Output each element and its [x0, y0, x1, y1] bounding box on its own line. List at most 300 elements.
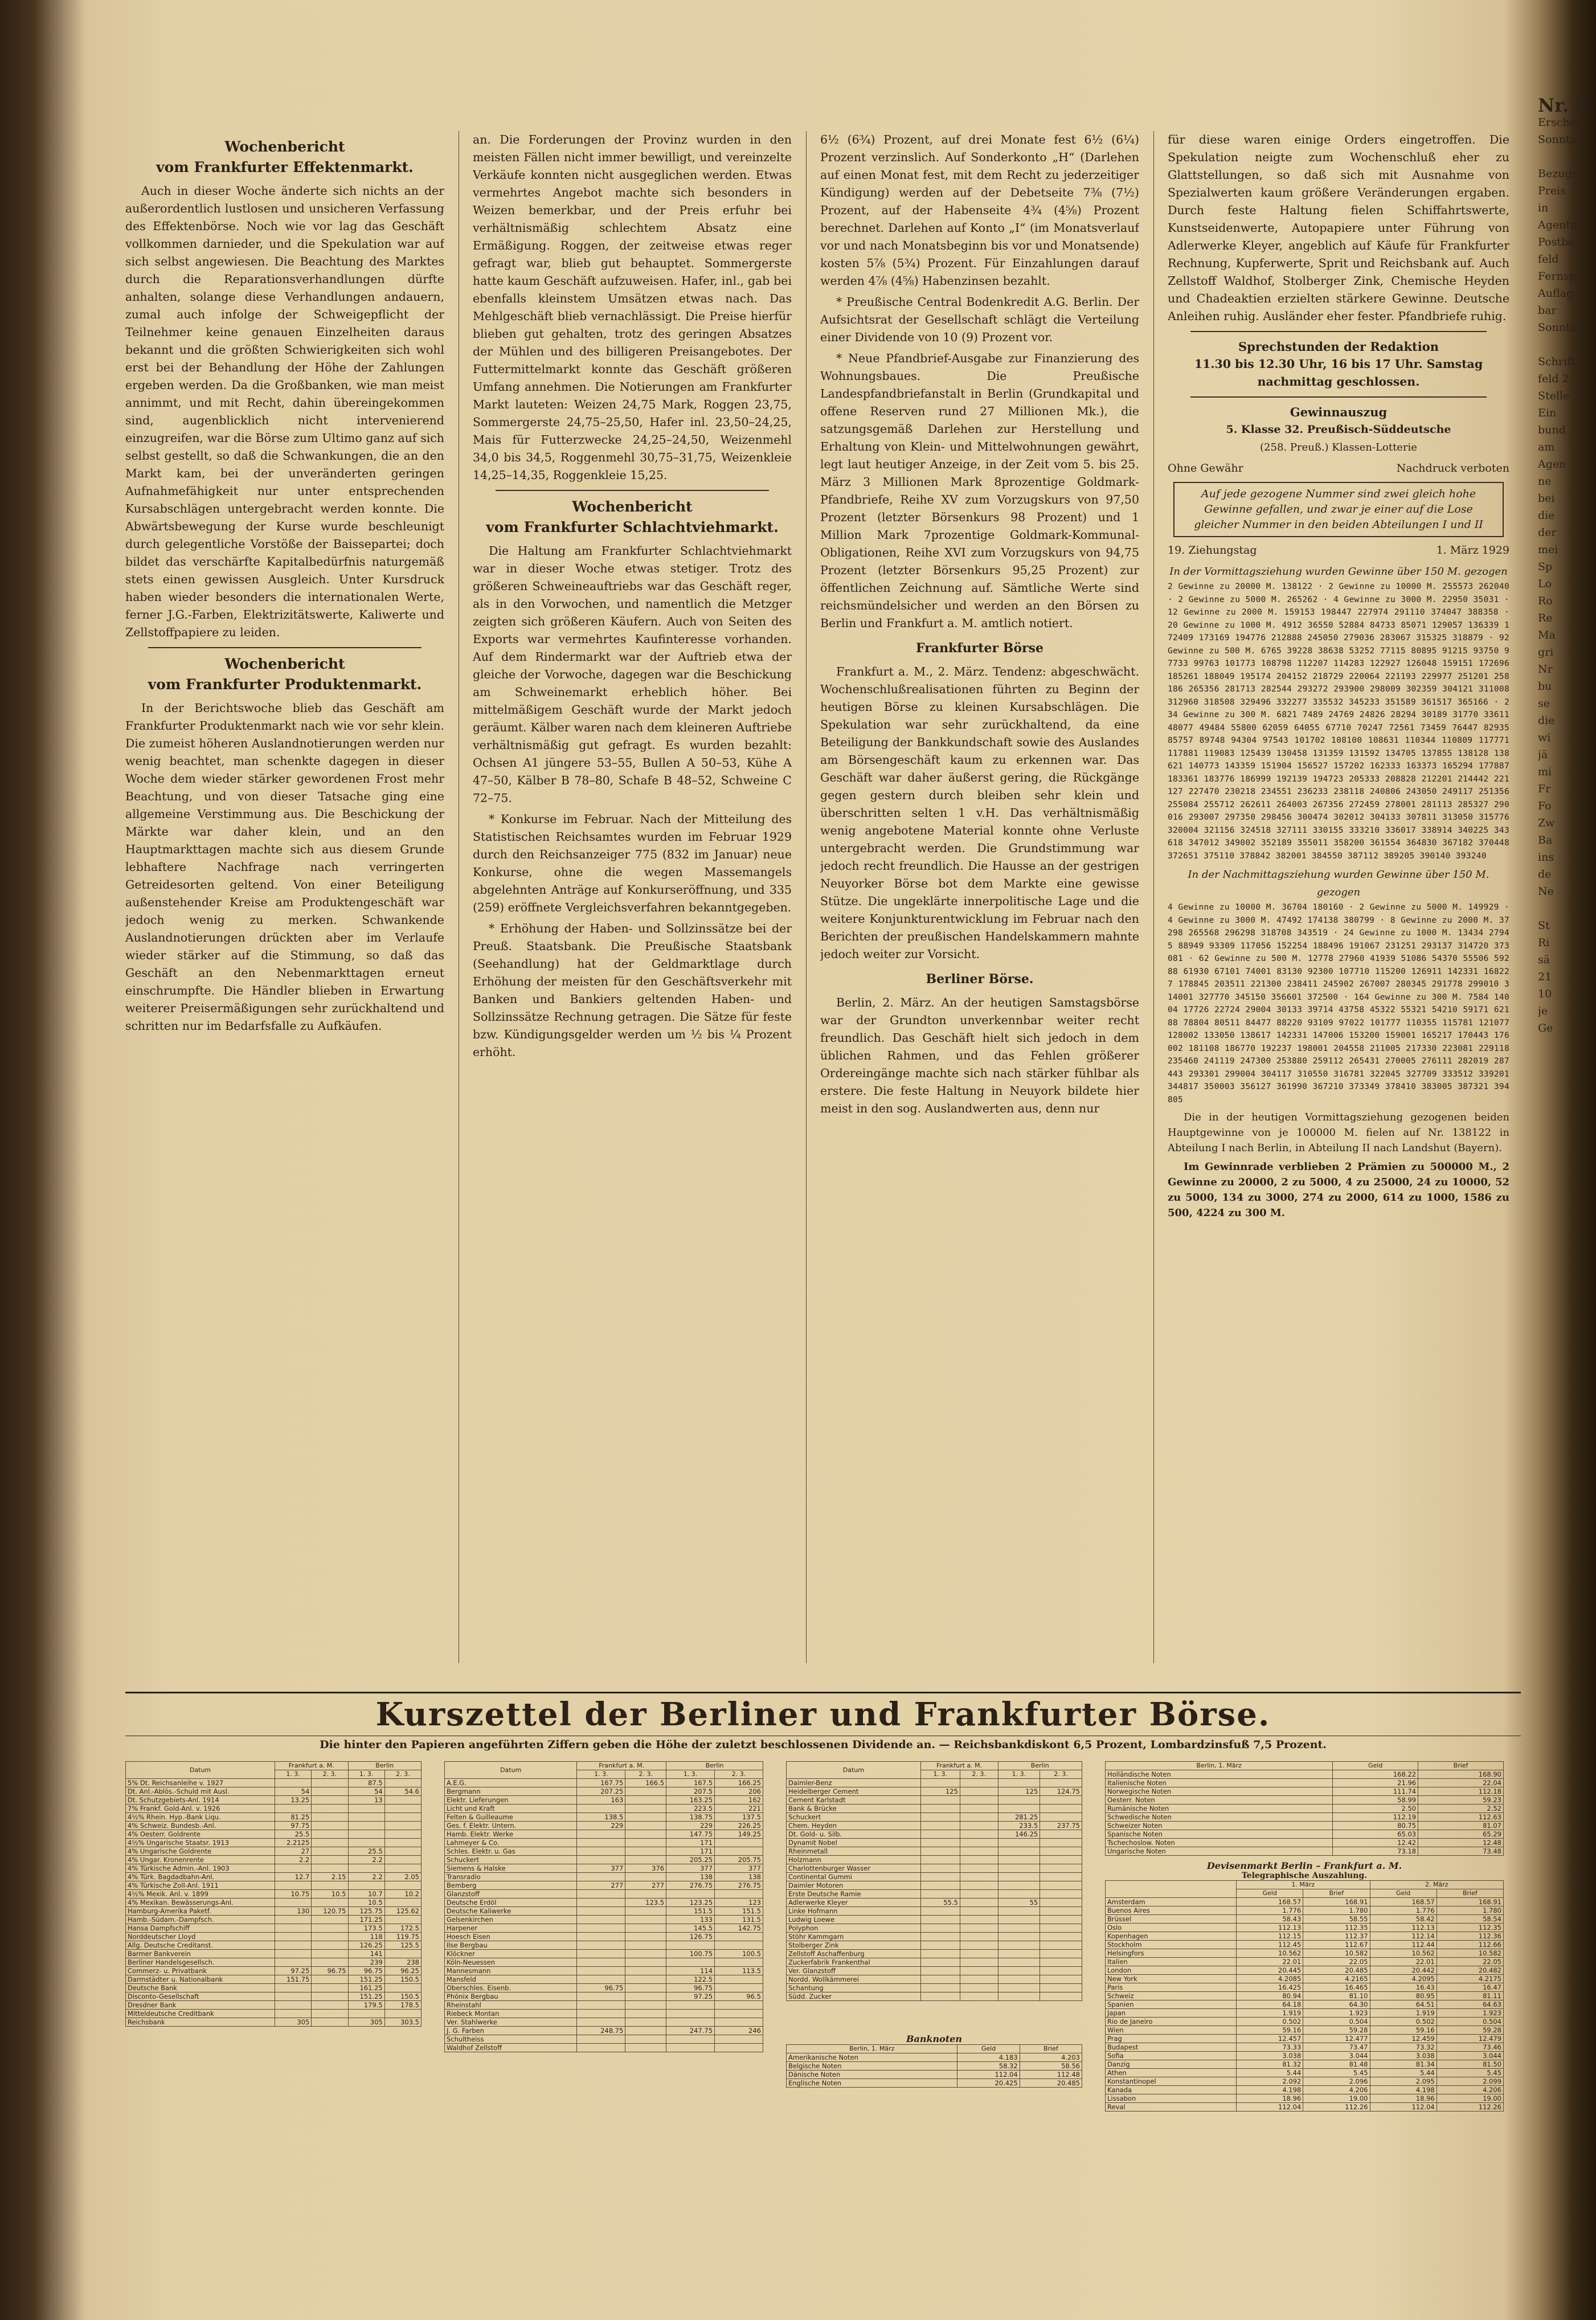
adjacent-page-line: je: [1538, 1005, 1548, 1017]
table-row: [445, 1984, 763, 1992]
price-cell: [715, 2001, 763, 2010]
price-cell: 4.198: [1370, 2086, 1437, 2094]
article-zinssaetze-continued: 6½ (6¾) Prozent, auf drei Monate fest 6½ (6¼) Prozent verzinslich. Auf Sonderkonto „H“ (Darlehen auf einen Monat fest, mit dem Recht zu jederzeitiger Kündigung) werden auf der Debetseite 7⅜ (7½) Prozent, auf der Habenseite 4¾ (4⅝) Prozent berechnet. Darlehen auf Konto „I“ (im Monatsverlauf vor und nach Monatsbeginn bis vor und Monatsende) kosten 5⅞ (5¾) Prozent. Für Einzahlungen darauf werden 4⅞ (4⅝) Habenzinsen bezahlt.: [820, 133, 1139, 288]
adjacent-page-line: Ba: [1538, 834, 1553, 846]
security-name-cell: Mitteldeutsche Creditbank: [126, 2010, 275, 2018]
price-cell: 112.67: [1303, 1941, 1370, 1949]
security-name-cell: 4½% Mexik. Anl. v. 1899: [126, 1890, 275, 1898]
price-cell: [625, 1941, 666, 1950]
table-row: [1106, 1915, 1504, 1924]
security-name-cell: Schuckert: [445, 1856, 577, 1864]
security-name-cell: Bank & Brücke: [787, 1805, 921, 1813]
price-cell: 2.05: [384, 1873, 421, 1881]
security-name-cell: Dänische Noten: [787, 2071, 957, 2079]
column-4: [1168, 131, 1509, 1680]
table-row: [787, 2053, 1082, 2062]
price-cell: [625, 2001, 666, 2010]
price-cell: [577, 2035, 625, 2044]
table-header-date1: 1. 3.: [920, 1770, 960, 1779]
price-cell: [312, 1984, 348, 1992]
security-name-cell: Continental Gummi: [787, 1873, 921, 1881]
table-row: [445, 1881, 763, 1890]
price-cell: [275, 1941, 312, 1950]
table-row: [126, 1847, 421, 1856]
price-cell: [625, 1890, 666, 1898]
price-cell: [920, 1907, 960, 1916]
security-name-cell: Gelsenkirchen: [445, 1916, 577, 1924]
price-cell: [312, 1898, 348, 1907]
security-name-cell: Bergmann: [445, 1787, 577, 1796]
table-row: [445, 1933, 763, 1941]
security-name-cell: Licht und Kraft: [445, 1805, 577, 1813]
price-cell: 80.94: [1237, 1992, 1303, 2000]
price-cell: [998, 1992, 1040, 2001]
table-row: [1106, 1779, 1504, 1787]
price-cell: 168.22: [1333, 1770, 1418, 1779]
price-cell: 171: [666, 1839, 715, 1847]
price-cell: [625, 2018, 666, 2027]
table-row: [445, 1864, 763, 1873]
price-cell: [666, 2044, 715, 2052]
price-cell: [312, 2018, 348, 2027]
security-name-cell: Spanische Noten: [1106, 1830, 1333, 1839]
price-cell: [960, 1822, 998, 1830]
security-name-cell: 7% Frankf. Gold-Anl. v. 1926: [126, 1805, 275, 1813]
lottery-afternoon-subtitle: In der Nachmittagsziehung wurden Gewinne über 150 M. gezogen: [1188, 869, 1489, 898]
banknoten-table: [786, 2044, 1082, 2088]
table-row: [787, 1796, 1082, 1805]
stock-table-1-body: [126, 1779, 421, 2027]
adjacent-page-line: die: [1538, 714, 1555, 727]
security-name-cell: Konstantinopel: [1106, 2077, 1237, 2086]
table-row: [445, 1813, 763, 1822]
price-cell: 150.5: [384, 1992, 421, 2001]
security-name-cell: Elektr. Lieferungen: [445, 1796, 577, 1805]
price-cell: [666, 2035, 715, 2044]
price-cell: [275, 1916, 312, 1924]
telegraph-subtitle: Telegraphische Auszahlung.: [1241, 1871, 1368, 1880]
table-row: [126, 1941, 421, 1950]
price-cell: [960, 1898, 998, 1907]
security-name-cell: Schweiz: [1106, 1992, 1237, 2000]
security-name-cell: Zellstoff Aschaffenburg: [787, 1950, 921, 1958]
table-header-date2: 2. 3.: [312, 1770, 348, 1779]
price-cell: [275, 1864, 312, 1873]
banknoten-brief-header: Brief: [1020, 2045, 1082, 2053]
table-row: [787, 1950, 1082, 1958]
table-row: [445, 2027, 763, 2035]
price-cell: 2.50: [1333, 1805, 1418, 1813]
adjacent-page-line: bu: [1538, 680, 1552, 693]
security-name-cell: Budapest: [1106, 2043, 1237, 2052]
price-cell: [625, 1856, 666, 1864]
price-cell: [625, 1822, 666, 1830]
price-cell: 3.038: [1237, 2052, 1303, 2060]
table-row: [787, 1907, 1082, 1916]
telegraph-date1-header: 1. März: [1237, 1881, 1370, 1889]
table-row: [1106, 1966, 1504, 1975]
price-cell: [625, 1950, 666, 1958]
price-cell: [1040, 1830, 1082, 1839]
article-effektenmarkt-text: Auch in dieser Woche änderte sich nichts an der außerordentlich lustlosen und unsicheren Verfassung des Effektenbörse. Noch wie vor lag das Geschäft vollkommen darnieder, und die Spekulation war auf sich selbst angewiesen. Die Beachtung des Marktes durch die Reparationsverhandlungen dürfte anhalten, solange diese Verhandlungen andauern, zumal auch infolge der Schweigepflicht der Teilnehmer keine genauen Einzelheiten daraus bekannt und die größten Schwierigkeiten sich wohl erst bei der Behandlung der Höhe der Zahlungen ergeben werden. Da die Großbanken, wie man meist annimmt, und mit Recht, dahin übereingekommen sind, augenblicklich nicht intervenierend einzugreifen, war die Börse zum Ultimo ganz auf sich selbst gestellt, so daß die Schwankungen, die an den Markt kam, bei der unveränderten geringen Aufnahmefähigkeit nur unter entsprechenden Kursabschlägen untergebracht werden konnte. Die Abwärtsbewegung der Kurse wurde beschleunigt durch gelegentliche Vorstöße der Baissepartei; doch bildet das verschärfte Kapitalbedürfnis naturgemäß stets einen gewissen Ausgleich. Unter Kursdruck haben wieder besonders die internationalen Werte, ferner J.G.-Farben, Elektrizitätswerte, Kaliwerte und Zellstoffpapiere zu leiden.: [125, 184, 444, 639]
table-row: [1106, 2035, 1504, 2043]
price-cell: [920, 1856, 960, 1864]
adjacent-page-line: Fr: [1538, 783, 1551, 795]
price-cell: 167.5: [666, 1779, 715, 1787]
table-row: [787, 1787, 1082, 1796]
price-cell: [960, 1924, 998, 1933]
table-row: [126, 1950, 421, 1958]
security-name-cell: Holländische Noten: [1106, 1770, 1333, 1779]
price-cell: 138: [666, 1873, 715, 1881]
price-cell: 376: [625, 1864, 666, 1873]
price-cell: [960, 1950, 998, 1958]
table-row: [126, 1924, 421, 1933]
price-cell: 112.14: [1370, 1932, 1437, 1941]
table-header-datum: Datum: [787, 1762, 921, 1779]
price-cell: [920, 1933, 960, 1941]
price-cell: [577, 1873, 625, 1881]
price-cell: [1040, 1813, 1082, 1822]
adjacent-page-line: der: [1538, 526, 1557, 539]
security-name-cell: Adlerwerke Kleyer: [787, 1898, 921, 1907]
price-cell: [577, 1907, 625, 1916]
table-row: [787, 2071, 1082, 2079]
price-cell: 16.43: [1370, 1983, 1437, 1992]
price-cell: [312, 1916, 348, 1924]
price-cell: 112.19: [1333, 1813, 1418, 1822]
price-cell: 96.75: [666, 1984, 715, 1992]
price-cell: 59.16: [1237, 2026, 1303, 2035]
price-cell: [1040, 1779, 1082, 1787]
table-row: [126, 1787, 421, 1796]
price-cell: [625, 1830, 666, 1839]
price-cell: [666, 2001, 715, 2010]
price-cell: [998, 1864, 1040, 1873]
article-frankfurter-boerse: Frankfurt a. M., 2. März. Tendenz: abgeschwächt. Wochenschlußrealisationen führten zu Beginn der heutigen Börse zu kleinen Kursabschlägen. Die Spekulation war sehr zurückhaltend, da eine Beteiligung der Bankkundschaft sowie des Auslandes am Börsengeschäft kaum zu erkennen war. Das Geschäft war daher äußerst gering, die Rückgänge gegen gestern durch bleiben sehr klein und überschritten selten 1 v.H. Das verhältnismäßig wenig angebotene Material konnte ohne Verluste untergebracht werden. Die Grundstimmung war jedoch recht freundlich. Die Hausse an der gestrigen Neuyorker Börse bot dem Markte eine gewisse Stütze. Die ungeklärte innerpolitische Lage und die weitere Konjunkturentwicklung im Februar nach den Berichten der preußischen Handelskammern mahnte jedoch weiter zur Vorsicht.: [820, 665, 1139, 961]
table-row: [445, 1907, 763, 1916]
price-cell: 305: [348, 2018, 384, 2027]
table-header-datum: Datum: [126, 1762, 275, 1779]
price-cell: 168.57: [1370, 1898, 1437, 1906]
price-cell: [920, 1916, 960, 1924]
table-row: [1106, 2018, 1504, 2026]
security-name-cell: Sofia: [1106, 2052, 1237, 2060]
price-cell: 237.75: [1040, 1822, 1082, 1830]
price-cell: 81.32: [1237, 2060, 1303, 2069]
price-cell: 112.04: [957, 2071, 1020, 2079]
table-row: [126, 1890, 421, 1898]
price-cell: 80.75: [1333, 1822, 1418, 1830]
price-cell: [960, 1941, 998, 1950]
price-cell: [666, 2018, 715, 2027]
price-cell: [920, 1881, 960, 1890]
price-cell: [920, 1890, 960, 1898]
article-konkurse: * Konkurse im Februar. Nach der Mitteilung des Statistischen Reichsamtes wurden im Februar 1929 durch den Reichsanzeiger 775 (832 im Januar) neue Konkurse, ohne die wegen Massemangels abgelehnten Anträge auf Konkurseröffnung, und 335 (259) eröffnete Vergleichsverfahren bekanntgegeben.: [473, 812, 792, 914]
price-cell: 377: [577, 1864, 625, 1873]
price-cell: 133: [666, 1916, 715, 1924]
price-cell: 377: [666, 1864, 715, 1873]
price-cell: [275, 1933, 312, 1941]
article-schlachtviehmarkt-text: Die Haltung am Frankfurter Schlachtviehmarkt war in dieser Woche etwas stetiger. Trotz des größeren Schweineauftriebs war das Geschäft reger, als in den Vorwochen, und namentlich die Metzger zeigten sich größeren Käufern. Auch von Seiten des Exports war vermehrtes Kaufinteresse vorhanden. Auf dem Rindermarkt war der Auftrieb etwa der gleiche der Vorwoche, dagegen war die Beschickung am Schweinemarkt erheblich höher. Bei mittelmäßigem Geschäft wurde der Markt jedoch geräumt. Kälber waren nach dem kleineren Auftriebe verhältnismäßig gut gefragt. Es wurden bezahlt: Ochsen A1 jüngere 53–55, Bullen A 50–53, Kühe A 47–50, Kälber B 78–80, Schafe B 48–52, Schweine C 72–75.: [473, 544, 792, 805]
price-cell: 58.43: [1237, 1915, 1303, 1924]
adjacent-page-line: Ge: [1538, 1022, 1553, 1034]
security-name-cell: Deutsche Erdöl: [445, 1898, 577, 1907]
table-row: [126, 1992, 421, 2001]
price-cell: [312, 1933, 348, 1941]
price-cell: 125.75: [348, 1907, 384, 1916]
security-name-cell: Wien: [1106, 2026, 1237, 2035]
price-cell: [1040, 1873, 1082, 1881]
adjacent-page-line: Stelle: [1538, 390, 1570, 402]
price-cell: 131.5: [715, 1916, 763, 1924]
table-row: [445, 1830, 763, 1839]
security-name-cell: Berliner Handelsgesellsch.: [126, 1958, 275, 1967]
sprechstunden-text: 11.30 bis 12.30 Uhr, 16 bis 17 Uhr. Samstag nachmittag geschlossen.: [1194, 357, 1483, 388]
price-cell: [625, 1984, 666, 1992]
price-cell: 64.30: [1303, 2000, 1370, 2009]
price-cell: [920, 1796, 960, 1805]
price-cell: 54: [275, 1787, 312, 1796]
price-cell: 25.5: [348, 1847, 384, 1856]
price-cell: [920, 1958, 960, 1967]
table-row: [126, 1898, 421, 1907]
price-cell: 125.62: [384, 1907, 421, 1916]
security-name-cell: Holzmann: [787, 1856, 921, 1864]
price-cell: 18.96: [1370, 2094, 1437, 2103]
table-row: [787, 1898, 1082, 1907]
security-name-cell: Deutsche Bank: [126, 1984, 275, 1992]
security-name-cell: Reichsbank: [126, 2018, 275, 2027]
price-cell: 81.48: [1303, 2060, 1370, 2069]
price-cell: 0.502: [1237, 2018, 1303, 2026]
price-cell: 112.48: [1020, 2071, 1082, 2079]
price-cell: [348, 1881, 384, 1890]
table-row: [445, 1950, 763, 1958]
price-cell: 10.582: [1437, 1949, 1503, 1958]
price-cell: [960, 1864, 998, 1873]
price-cell: 96.5: [715, 1992, 763, 2001]
price-cell: [920, 1873, 960, 1881]
security-name-cell: 4% Mexikan. Bewässerungs-Anl.: [126, 1898, 275, 1907]
table-row: [787, 1881, 1082, 1890]
price-cell: 4.203: [1020, 2053, 1082, 2062]
price-cell: 96.75: [348, 1967, 384, 1975]
table-row: [1106, 2094, 1504, 2103]
price-cell: [998, 1881, 1040, 1890]
price-cell: 141: [348, 1950, 384, 1958]
column-2: [473, 131, 792, 1680]
security-name-cell: Spanien: [1106, 2000, 1237, 2009]
security-name-cell: Transradio: [445, 1873, 577, 1881]
security-name-cell: Helsingfors: [1106, 1949, 1237, 1958]
price-cell: [960, 1890, 998, 1898]
table-row: [1106, 1898, 1504, 1906]
price-cell: 126.75: [666, 1933, 715, 1941]
security-name-cell: 4% Türk. Bagdadbahn-Anl.: [126, 1873, 275, 1881]
price-cell: 221: [715, 1805, 763, 1813]
price-cell: [666, 1941, 715, 1950]
adjacent-page-line: mi: [1538, 766, 1552, 778]
price-cell: [1040, 1941, 1082, 1950]
stock-table-2: [444, 1761, 763, 2052]
table-row: [787, 1822, 1082, 1830]
price-cell: [920, 1847, 960, 1856]
security-name-cell: Danzig: [1106, 2060, 1237, 2069]
adjacent-page-line: in: [1538, 202, 1549, 214]
price-cell: [312, 1864, 348, 1873]
security-name-cell: Dt. Schutzgebiets-Anl. 1914: [126, 1796, 275, 1805]
table-row: [445, 1924, 763, 1933]
security-name-cell: 4% Oesterr. Goldrente: [126, 1830, 275, 1839]
adjacent-page-line: ne: [1538, 475, 1552, 488]
price-cell: 16.425: [1237, 1983, 1303, 1992]
devisen-notes-table: [1105, 1761, 1504, 1856]
price-cell: [577, 1856, 625, 1864]
price-cell: [625, 2010, 666, 2018]
price-cell: 10.562: [1237, 1949, 1303, 1958]
price-cell: 125: [998, 1787, 1040, 1796]
banknoten-title: Banknoten: [906, 2033, 963, 2044]
adjacent-page-line: ins: [1538, 851, 1554, 864]
price-cell: 151.25: [348, 1975, 384, 1984]
table-row: [1106, 1813, 1504, 1822]
price-cell: [998, 1907, 1040, 1916]
price-cell: [625, 1847, 666, 1856]
price-cell: 1.923: [1437, 2009, 1503, 2018]
price-cell: [625, 1924, 666, 1933]
table-row: [1106, 2043, 1504, 2052]
price-cell: [577, 2010, 625, 2018]
price-cell: [920, 1864, 960, 1873]
security-name-cell: Köln-Neuessen: [445, 1958, 577, 1967]
lottery-left: Ohne Gewähr: [1168, 462, 1243, 474]
price-cell: 1.780: [1303, 1906, 1370, 1915]
table-row: [787, 1847, 1082, 1856]
price-cell: 22.01: [1370, 1958, 1437, 1966]
table-header-date1: 1. 3.: [577, 1770, 625, 1779]
price-cell: 100.75: [666, 1950, 715, 1958]
price-cell: 59.23: [1418, 1796, 1504, 1805]
adjacent-page-line: Preis: [1538, 185, 1566, 197]
price-cell: [920, 1779, 960, 1787]
price-cell: 223.5: [666, 1805, 715, 1813]
price-cell: [384, 1796, 421, 1805]
price-cell: [960, 1916, 998, 1924]
table-row: [1106, 1847, 1504, 1856]
price-cell: [715, 1839, 763, 1847]
stock-table-2-body: [445, 1779, 763, 2052]
price-cell: 138.5: [577, 1813, 625, 1822]
lottery-notice-row: [1168, 460, 1509, 477]
devisen-geld-header: Geld: [1333, 1762, 1418, 1770]
price-cell: [998, 1847, 1040, 1856]
security-name-cell: Ver. Glanzstoff: [787, 1967, 921, 1975]
table-row: [126, 1830, 421, 1839]
lottery-line1: 5. Klasse 32. Preußisch-Süddeutsche: [1226, 423, 1451, 436]
table-row: [787, 1967, 1082, 1975]
price-cell: [715, 2018, 763, 2027]
price-cell: [625, 1933, 666, 1941]
price-cell: 118: [348, 1933, 384, 1941]
security-name-cell: Tschechoslow. Noten: [1106, 1839, 1333, 1847]
security-name-cell: Reval: [1106, 2103, 1237, 2112]
table-row: [126, 2010, 421, 2018]
table-header-date1: 1. 3.: [275, 1770, 312, 1779]
price-cell: 73.46: [1437, 2043, 1503, 2052]
price-cell: 112.26: [1303, 2103, 1370, 2112]
price-cell: [312, 1950, 348, 1958]
table-header-frankfurt: Frankfurt a. M.: [577, 1762, 666, 1770]
banknoten-block: [786, 2033, 1082, 2088]
adjacent-page-line: gri: [1538, 646, 1554, 658]
table-header-berlin: Berlin: [348, 1762, 421, 1770]
price-cell: 112.35: [1437, 1924, 1503, 1932]
price-cell: [625, 1873, 666, 1881]
price-cell: 96.75: [577, 1984, 625, 1992]
adjacent-page-line: [1538, 336, 1596, 353]
price-cell: [715, 2010, 763, 2018]
price-cell: [920, 1822, 960, 1830]
table-row: [126, 1907, 421, 1916]
security-name-cell: Stolberger Zink: [787, 1941, 921, 1950]
price-cell: [625, 1839, 666, 1847]
price-cell: 123.5: [625, 1898, 666, 1907]
security-name-cell: Amsterdam: [1106, 1898, 1237, 1906]
table-row: [445, 2010, 763, 2018]
price-cell: [312, 1924, 348, 1933]
table-row: [126, 1873, 421, 1881]
price-cell: 4.2095: [1370, 1975, 1437, 1983]
table-header-datum: Datum: [445, 1762, 577, 1779]
price-cell: 229: [666, 1822, 715, 1830]
price-cell: [960, 1847, 998, 1856]
security-name-cell: Brüssel: [1106, 1915, 1237, 1924]
security-name-cell: Prag: [1106, 2035, 1237, 2043]
price-cell: 206: [715, 1787, 763, 1796]
price-cell: [666, 1890, 715, 1898]
price-cell: 13: [348, 1796, 384, 1805]
price-cell: 112.66: [1437, 1941, 1503, 1949]
telegraph-table: [1105, 1880, 1504, 2112]
security-name-cell: Hamb. Elektr. Werke: [445, 1830, 577, 1839]
banknoten-header: Berlin, 1. März: [787, 2045, 957, 2053]
security-name-cell: Schuckert: [787, 1813, 921, 1822]
price-cell: 168.57: [1237, 1898, 1303, 1906]
price-cell: [625, 1958, 666, 1967]
price-cell: 178.5: [384, 2001, 421, 2010]
table-row: [1106, 1796, 1504, 1805]
price-cell: [577, 2044, 625, 2052]
price-cell: 12.7: [275, 1873, 312, 1881]
security-name-cell: J. G. Farben: [445, 2027, 577, 2035]
price-cell: [1040, 1847, 1082, 1856]
price-cell: 12.48: [1418, 1839, 1504, 1847]
price-cell: [577, 1916, 625, 1924]
price-cell: 10.75: [275, 1890, 312, 1898]
price-cell: 2.096: [1303, 2077, 1370, 2086]
price-cell: [577, 2018, 625, 2027]
lottery-date-row: [1168, 542, 1509, 559]
price-cell: 1.919: [1237, 2009, 1303, 2018]
security-name-cell: Amerikanische Noten: [787, 2053, 957, 2062]
price-cell: [275, 1924, 312, 1933]
price-cell: 65.03: [1333, 1830, 1418, 1839]
price-cell: 22.04: [1418, 1779, 1504, 1787]
table-row: [787, 1984, 1082, 1992]
security-name-cell: Rumänische Noten: [1106, 1805, 1333, 1813]
adjacent-page-line: Ma: [1538, 629, 1556, 641]
